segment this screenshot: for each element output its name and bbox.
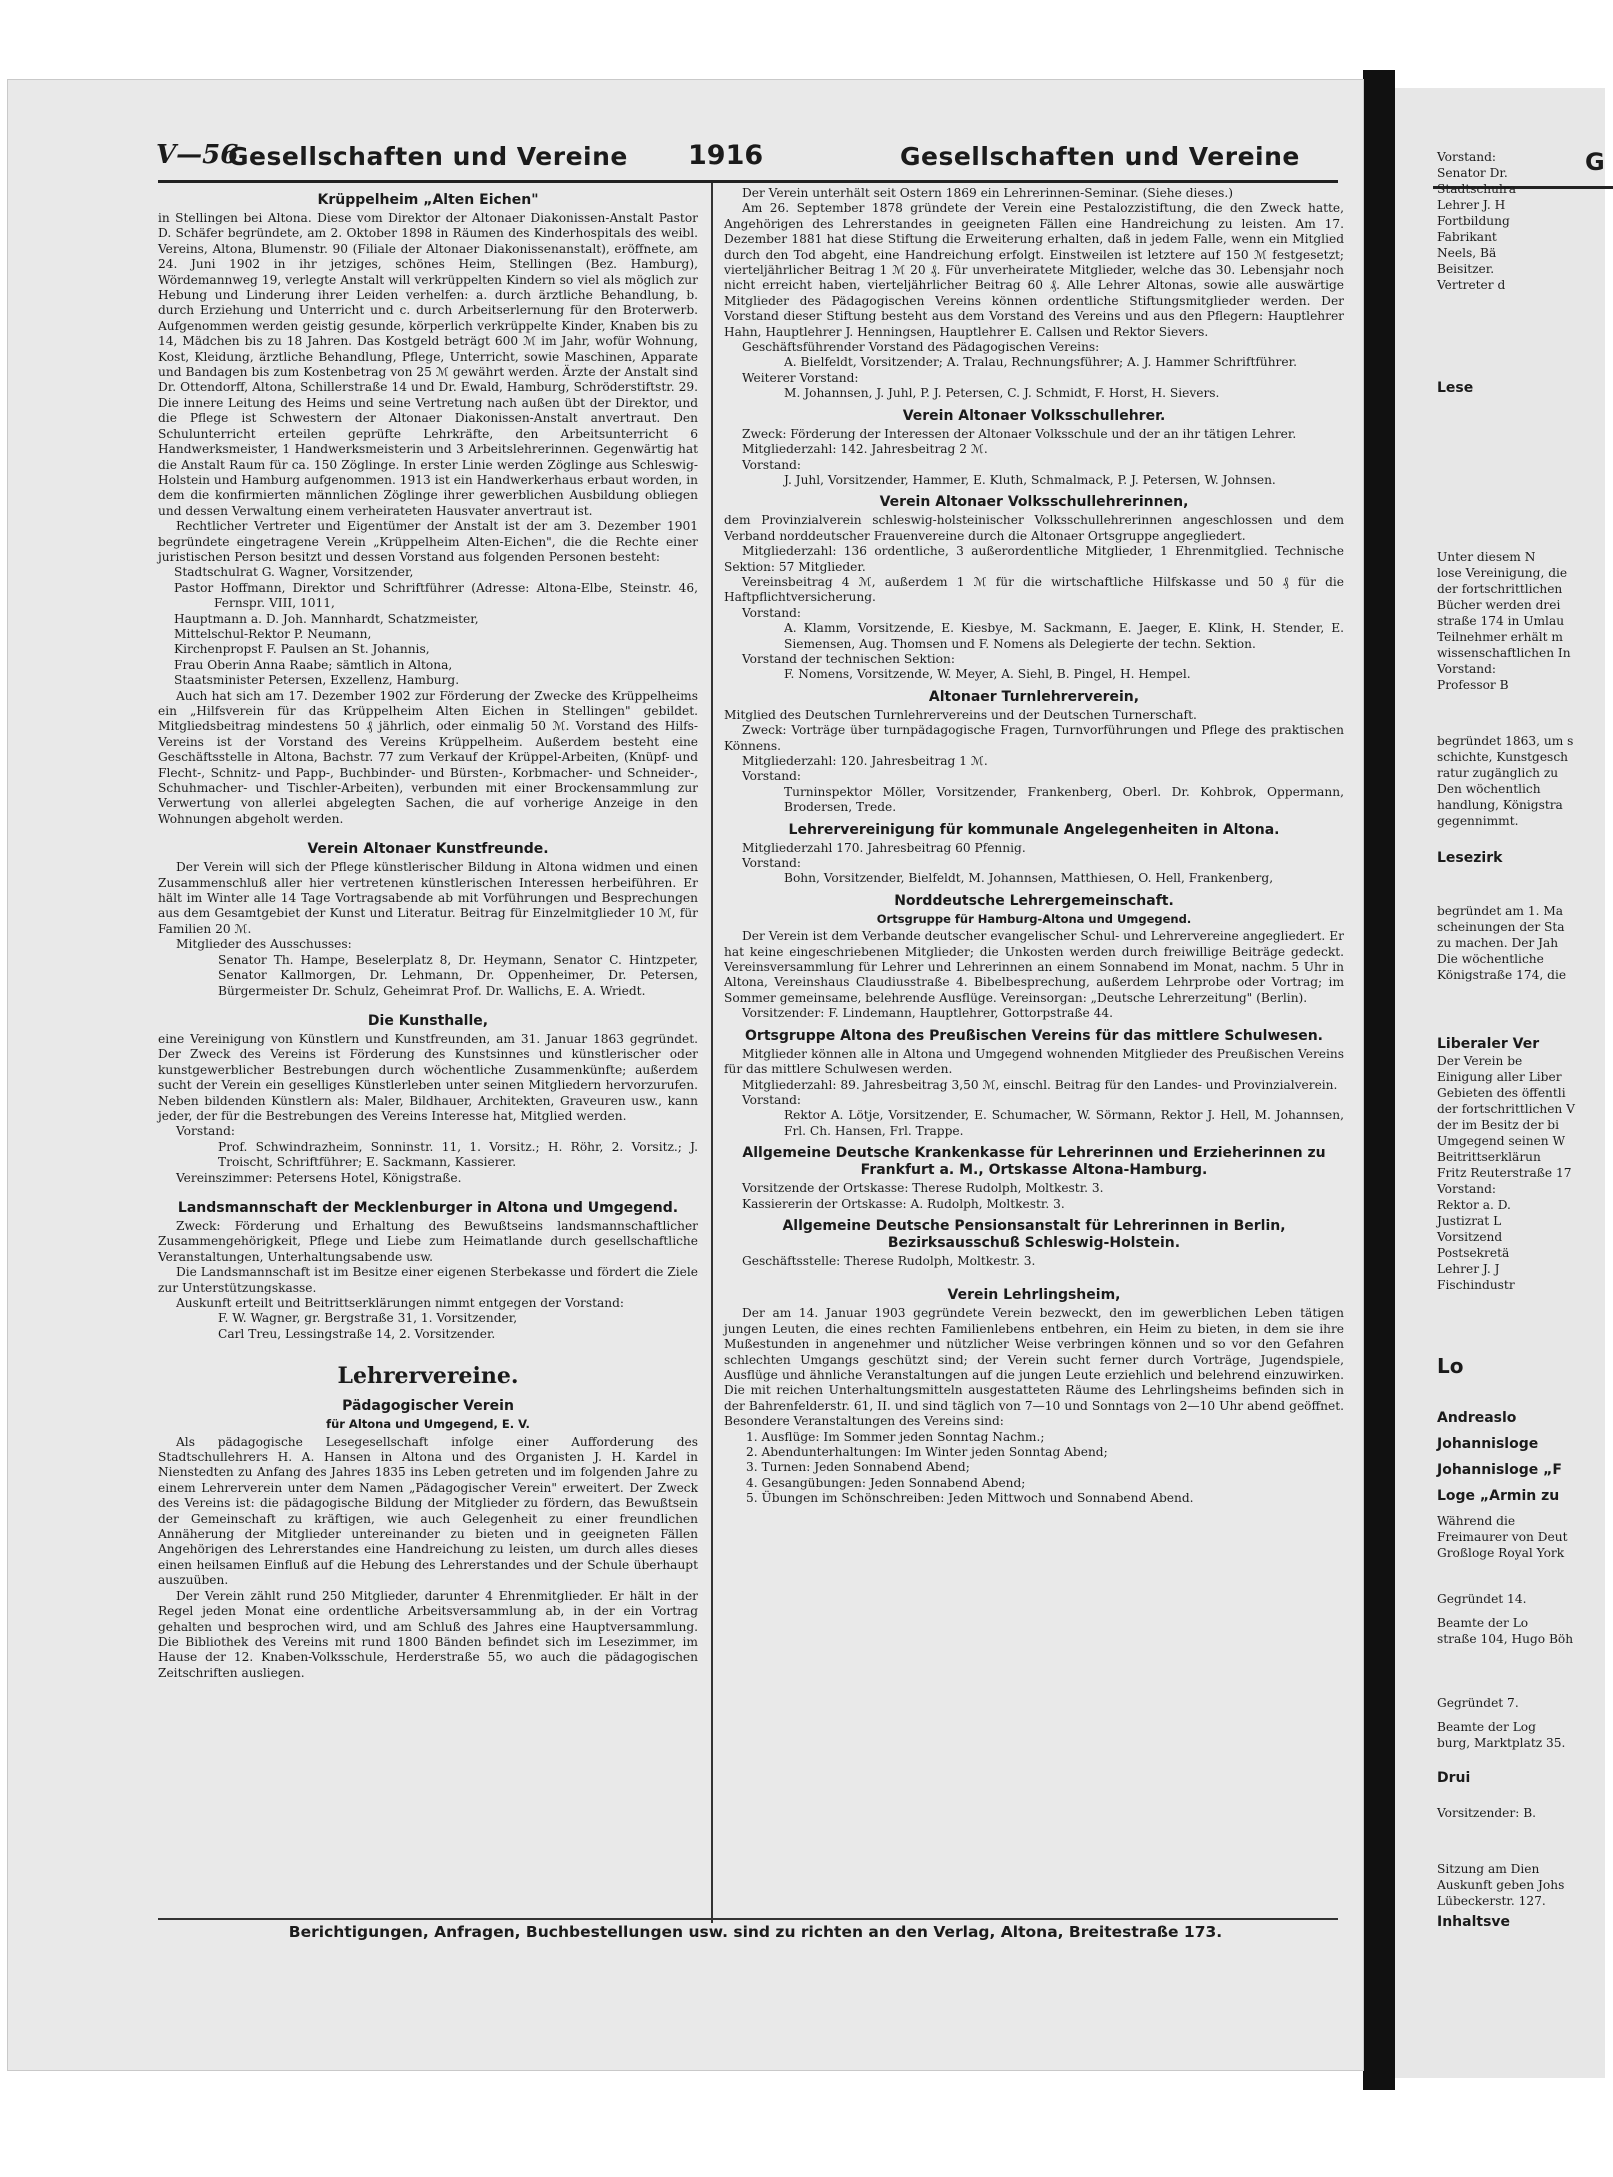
right-page-line: Beamte der Log xyxy=(1437,1720,1536,1734)
entry-text: Geschäftsstelle: Therese Rudolph, Moltkestr. 3. xyxy=(742,1253,1036,1268)
right-page-line: Sitzung am Dien xyxy=(1437,1862,1540,1876)
entry-text: Mitglieder können alle in Altona und Umgegend wohnenden Mitglieder des Preußischen Vereins für das mittlere Schulwesen werden. xyxy=(724,1046,1344,1077)
right-page-line: der fortschrittlichen xyxy=(1437,582,1563,596)
entry-text: M. Johannsen, J. Juhl, P. J. Petersen, C. J. Schmidt, F. Horst, H. Sievers. xyxy=(784,386,1220,401)
right-page-line: Königstraße 174, die xyxy=(1437,968,1567,982)
right-page-line: Bücher werden drei xyxy=(1437,598,1561,612)
right-page-line: Liberaler Ver xyxy=(1437,1036,1540,1052)
entry-title: Allgemeine Deutsche Pensionsanstalt für Lehrerinnen in Berlin, Bezirksausschuß Schleswig-Holstein. xyxy=(782,1217,1286,1251)
right-page-line: Professor B xyxy=(1437,678,1509,692)
right-page-line: der im Besitz der bi xyxy=(1437,1118,1559,1132)
right-page-line: Vertreter d xyxy=(1437,278,1506,292)
entry-title: Verein Altonaer Volksschullehrerinnen, xyxy=(879,494,1189,511)
entry-text: Vorstand: xyxy=(742,605,802,620)
right-page-line: Andreaslo xyxy=(1437,1410,1517,1426)
right-page-line: ratur zugänglich zu xyxy=(1437,766,1559,780)
right-page-line: Vorstand: xyxy=(1437,662,1497,676)
entry-title: Pädagogischer Verein xyxy=(342,1398,514,1415)
right-page-line: Vorstand: xyxy=(1437,150,1497,164)
right-page-line: Drui xyxy=(1437,1770,1471,1786)
entry-text: Geschäftsführender Vorstand des Pädagogischen Vereins: xyxy=(742,340,1100,355)
right-page-line: Vorstand: xyxy=(1437,1182,1497,1196)
header-year: 1916 xyxy=(688,140,764,171)
member-line: Pastor Hoffmann, Direktor und Schriftführer (Adresse: Altona-Elbe, Steinstr. 46, Fernspr. VIII, 1011, xyxy=(174,580,698,611)
entry-text: Vorstand: xyxy=(742,457,802,472)
right-page-line: Gegründet 7. xyxy=(1437,1696,1519,1710)
entry-text: Vorstand: xyxy=(742,1092,802,1107)
right-page-line: Fischindustr xyxy=(1437,1278,1515,1292)
list-item: 1. Ausflüge: Im Sommer jeden Sonntag Nachm.; xyxy=(746,1429,1045,1444)
right-page-line: begründet 1863, um s xyxy=(1437,734,1574,748)
right-page-line: Vorsitzender: B. xyxy=(1437,1806,1537,1820)
right-page-line: Johannisloge „F xyxy=(1437,1462,1562,1478)
right-page-line: scheinungen der Sta xyxy=(1437,920,1565,934)
entry-text: Turninspektor Möller, Vorsitzender, Frankenberg, Oberl. Dr. Kohbrok, Oppermann, Brodersen, Trede. xyxy=(784,784,1344,815)
entry-text: A. Bielfeldt, Vorsitzender; A. Tralau, Rechnungsführer; A. J. Hammer Schriftführer. xyxy=(784,355,1297,370)
entry-title: Verein Altonaer Volksschullehrer. xyxy=(902,407,1166,424)
right-page-line: Lehrer J. H xyxy=(1437,198,1506,212)
right-page-line: Lesezirk xyxy=(1437,850,1503,866)
right-page-line: wissenschaftlichen In xyxy=(1437,646,1571,660)
member-line: Staatsminister Petersen, Exzellenz, Hamburg. xyxy=(174,673,460,688)
right-page-line: Auskunft geben Johs xyxy=(1437,1878,1565,1892)
entry-title: Altonaer Turnlehrerverein, xyxy=(928,688,1140,705)
entry-title: Die Kunsthalle, xyxy=(367,1012,489,1029)
right-page-line: Lübeckerstr. 127. xyxy=(1437,1894,1546,1908)
entry-text: Mitglieder des Ausschusses: xyxy=(176,937,352,952)
entry-text: in Stellingen bei Altona. Diese vom Direktor der Altonaer Diakonissen-Anstalt Pastor D. Schäfer begründete, am 2. Oktober 1898 in Räumen des Kinderhospitals des weibl. Vereins, Altona, Blumenstr. 90 (Filiale der Altonaer Diakonissenanstalt), eröffnete, am 24. Juni 1902 in ihr jetziges, schönes Heim, Stellingen (Bez. Hamburg), Wördemannweg 19, verlegte Anstalt will verkrüppelten Kindern so viel als möglich zur Hebung und Linderung ihrer Leiden verhelfen: a. durch ärztliche Behandlung, b. durch Erziehung und Unterricht und c. durch Arbeitserlernung für den Broterwerb. Aufgenommen werden geistig gesunde, körperlich verkrüppelte Kinder, Knaben bis zu 14, Mädchen bis zu 18 Jahren. Das Kostgeld beträgt 600 ℳ im Jahr, wofür Wohnung, Kost, Kleidung, ärztliche Behandlung, Pflege, Unterricht, sowie Maschinen, Apparate und Bandagen bis zum Kostenbetrag von 25 ℳ gewährt werden. Ärzte der Anstalt sind Dr. Ottendorff, Altona, Schillerstraße 14 und Dr. Ewald, Hamburg, Schröderstiftstr. 29. Die innere Leitung des Heims und seine Vertretung nach außen übt der Direktor, und die Pflege ist Schwestern der Altonaer Diakonissen-Anstalt anvertraut. Den Schulunterricht erteilen geprüfte Lehrkräfte, den Arbeitsunterricht 6 Handwerksmeister, 1 Handwerksmeisterin und 3 Arbeitslehrerinnen. Gegenwärtig hat die Anstalt Raum für ca. 150 Zöglinge. In erster Linie werden Zöglinge aus Schleswig-Holstein und Hamburg aufgenommen. 1913 ist ein Handwerkerhaus erbaut worden, in dem die konfirmierten männlichen Zöglinge ihrer gewerblichen Ausbildung obliegen und dessen Verwaltung einem verheirateten Hausvater anvertraut ist. xyxy=(158,211,698,518)
right-page-line: Fritz Reuterstraße 17 xyxy=(1437,1166,1572,1180)
right-page-line: straße 174 in Umlau xyxy=(1437,614,1565,628)
entry-title: Allgemeine Deutsche Krankenkasse für Lehrerinnen und Erzieherinnen zu Frankfurt a. M., Ortskasse Altona-Hamburg. xyxy=(742,1145,1326,1179)
entry-text: Kassiererin der Ortskasse: A. Rudolph, Moltkestr. 3. xyxy=(742,1196,1065,1211)
right-page-line: handlung, Königstra xyxy=(1437,798,1563,812)
entry-text: Mitgliederzahl: 142. Jahresbeitrag 2 ℳ. xyxy=(742,442,988,457)
entry-text: Zweck: Vorträge über turnpädagogische Fragen, Turnvorführungen und Pflege des praktischen Könnens. xyxy=(724,723,1344,753)
member-line: Frau Oberin Anna Raabe; sämtlich in Altona, xyxy=(174,657,453,672)
entry-text: Der am 14. Januar 1903 gegründete Verein bezweckt, den im gewerblichen Leben tätigen jungen Leuten, die eines rechten Familienlebens entbehren, ein Heim zu bieten, in dem sie ihre Mußestunden in angenehmer und nützlicher Weise verbringen können und so vor den Gefahren schlechten Umgangs geschützt sind; der Verein sucht ferner durch Vorträge, Jugendspiele, Ausflüge und ähnliche Veranstaltungen auf die jungen Leute erziehlich und belehrend einzuwirken. Die mit reichen Unterhaltungsmitteln ausgestatteten Räume des Lehrlingsheims befinden sich in der Bahrenfelderstr. 61, II. und sind täglich von 7—10 und Sonntags von 2—10 Uhr abend geöffnet. Besondere Veranstaltungen des Vereins sind: xyxy=(724,1306,1344,1429)
list-item: 4. Gesangübungen: Jeden Sonnabend Abend; xyxy=(746,1475,1026,1490)
right-column xyxy=(724,186,1344,1507)
entry-text: Mitglied des Deutschen Turnlehrervereins und der Deutschen Turnerschaft. xyxy=(724,707,1197,722)
right-page-line: Postsekretä xyxy=(1437,1246,1510,1260)
entry-text: Der Verein unterhält seit Ostern 1869 ein Lehrerinnen-Seminar. (Siehe dieses.) xyxy=(742,186,1233,200)
entry-text: Mitgliederzahl: 120. Jahresbeitrag 1 ℳ. xyxy=(742,754,988,768)
entry-text: Prof. Schwindrazheim, Sonninstr. 11, 1. Vorsitz.; H. Röhr, 2. Vorsitz.; J. Troischt, Schriftführer; E. Sackmann, Kassierer. xyxy=(218,1139,698,1170)
right-page-line: schichte, Kunstgesch xyxy=(1437,750,1568,764)
entry-text: Der Verein will sich der Pflege künstlerischer Bildung in Altona widmen und einen Zusammenschluß aller hier vertretenen künstlerischen Interessen herbeiführen. Er hält im Winter alle 14 Tage Vortragsabende ab mit Vorführungen und Besprechungen aus dem Gesamtgebiet der Kunst und Literatur. Beitrag für Einzelmitglieder 10 ℳ, für Familien 20 ℳ. xyxy=(158,860,698,936)
entry-text: F. W. Wagner, gr. Bergstraße 31, 1. Vorsitzender, xyxy=(218,1311,518,1326)
list-item: 2. Abendunterhaltungen: Im Winter jeden Sonntag Abend; xyxy=(746,1445,1108,1459)
right-page-line: straße 104, Hugo Böh xyxy=(1437,1632,1574,1646)
entry-text: Vorsitzende der Ortskasse: Therese Rudolph, Moltkestr. 3. xyxy=(742,1181,1104,1196)
entry-text: Vorstand: xyxy=(176,1124,236,1139)
page-number: V—56 xyxy=(156,140,239,170)
right-page-fragment xyxy=(1395,88,1605,2078)
entry-text: eine Vereinigung von Künstlern und Kunstfreunden, am 31. Januar 1863 gegründet. Der Zweck des Vereins ist Förderung des Kunstsinnes und künstlerischer oder kunstgewerblicher Bestrebungen durch wöchentliche Zusammenkünfte; außerdem sucht der Verein ein geselliges Künstlerleben unter seinen Mitgliedern hervorzurufen. Neben bildenden Künstlern als: Maler, Bildhauer, Architekten, Graveuren usw., kann jeder, der für die Bestrebungen des Vereins Interesse hat, Mitglied werden. xyxy=(158,1031,698,1123)
entry-text: Zweck: Förderung der Interessen der Altonaer Volksschule und der an ihr tätigen Lehrer. xyxy=(742,426,1297,441)
entry-text: Vorstand: xyxy=(742,856,802,871)
right-page-line: Gegründet 14. xyxy=(1437,1592,1527,1606)
right-page-line: zu machen. Der Jah xyxy=(1437,936,1559,950)
right-page-line: Vorsitzend xyxy=(1437,1230,1503,1244)
entry-text: Mitgliederzahl: 89. Jahresbeitrag 3,50 ℳ, einschl. Beitrag für den Landes- und Provinzialverein. xyxy=(742,1077,1338,1092)
right-page-line: Inhaltsve xyxy=(1437,1914,1511,1930)
entry-subtitle: Ortsgruppe für Hamburg-Altona und Umgegend. xyxy=(876,911,1192,926)
right-page-line: begründet am 1. Ma xyxy=(1437,904,1564,918)
entry-text: Vorsitzender: F. Lindemann, Hauptlehrer, Gottorpstraße 44. xyxy=(742,1006,1113,1021)
right-page-line: Lese xyxy=(1437,380,1474,396)
right-page-line: Den wöchentlich xyxy=(1437,782,1541,796)
right-page-line: Der Verein be xyxy=(1437,1054,1523,1068)
entry-text: Mitgliederzahl 170. Jahresbeitrag 60 Pfennig. xyxy=(742,840,1026,855)
entry-text: Vorstand der technischen Sektion: xyxy=(742,651,955,666)
entry-text: Der Verein ist dem Verbande deutscher evangelischer Schul- und Lehrervereine angegliedert. Er hat keine eingeschriebenen Mitglieder; die Unkosten werden durch freiwillige Beiträge gedeckt. Vereinsversammlung für Lehrer und Lehrerinnen an einem Sonnabend im Monat, nachm. 5 Uhr in Altona, Vereinshaus Claudiusstraße 4. Bibelbesprechung, außerdem Lehrprobe oder Vortrag; im Sommer gemeinsame, belehrende Ausflüge. Vereinsorgan: „Deutsche Lehrerzeitung" (Berlin). xyxy=(724,929,1344,1005)
right-page-line: der fortschrittlichen V xyxy=(1437,1102,1575,1116)
right-page-line: Gebieten des öffentli xyxy=(1437,1086,1566,1100)
right-page-line: Rektor a. D. xyxy=(1437,1198,1511,1212)
entry-text: Zweck: Förderung und Erhaltung des Bewußtseins landsmannschaftlicher Zusammengehörigkeit, Pflege und Liebe zum Heimatlande durch gesellschaftliche Veranstaltungen, Unterhaltungsabende usw. xyxy=(158,1218,698,1264)
right-page-line: Teilnehmer erhält m xyxy=(1437,630,1563,644)
right-page-line: Die wöchentliche xyxy=(1437,952,1544,966)
list-item: 3. Turnen: Jeden Sonnabend Abend; xyxy=(746,1460,970,1475)
right-page-line: Unter diesem N xyxy=(1437,550,1536,564)
right-page-header: G xyxy=(1585,148,1605,176)
right-page-line: lose Vereinigung, die xyxy=(1437,566,1568,580)
entry-title: Landsmannschaft der Mecklenburger in Altona und Umgegend. xyxy=(177,1199,679,1216)
entry-title: Norddeutsche Lehrergemeinschaft. xyxy=(894,892,1174,909)
right-page-line: Loge „Armin zu xyxy=(1437,1488,1560,1504)
entry-text: Vorstand: xyxy=(742,769,802,784)
right-page-line: Neels, Bä xyxy=(1437,246,1497,260)
entry-title: Lehrervereinigung für kommunale Angelegenheiten in Altona. xyxy=(788,821,1280,838)
entry-text: dem Provinzialverein schleswig-holsteinischer Volksschullehrerinnen angeschlossen und dem Verband norddeutscher Frauenvereine durch die Altonaer Ortsgruppe angegliedert. xyxy=(724,513,1344,543)
entry-text: Bohn, Vorsitzender, Bielfeldt, M. Johannsen, Matthiesen, O. Hell, Frankenberg, xyxy=(784,871,1274,886)
list-item: 5. Übungen im Schönschreiben: Jeden Mittwoch und Sonnabend Abend. xyxy=(746,1491,1194,1506)
right-page-line: Fabrikant xyxy=(1437,230,1497,244)
right-page-line: Beisitzer. xyxy=(1437,262,1495,276)
entry-text: Weiterer Vorstand: xyxy=(742,370,859,385)
member-line: Mittelschul-Rektor P. Neumann, xyxy=(174,626,372,641)
header-rule xyxy=(158,180,1338,183)
right-page-line: Beitrittserklärun xyxy=(1437,1150,1541,1164)
right-page-line: Justizrat L xyxy=(1437,1214,1502,1228)
right-page-line: Johannisloge xyxy=(1437,1436,1539,1452)
entry-text: Mitgliederzahl: 136 ordentliche, 3 außerordentliche Mitglieder, 1 Ehrenmitglied. Technische Sektion: 57 Mitglieder. xyxy=(724,544,1344,574)
header-left-title: Gesellschaften und Vereine xyxy=(228,142,628,171)
member-line: Hauptmann a. D. Joh. Mannhardt, Schatzmeister, xyxy=(174,611,479,626)
entry-text: Carl Treu, Lessingstraße 14, 2. Vorsitzender. xyxy=(218,1326,496,1341)
entry-text: Die Landsmannschaft ist im Besitze einer eigenen Sterbekasse und fördert die Ziele zur Unterstützungskasse. xyxy=(158,1265,698,1295)
right-page-line: Einigung aller Liber xyxy=(1437,1070,1562,1084)
right-page-line: Fortbildung xyxy=(1437,214,1510,228)
left-column xyxy=(158,186,698,1681)
entry-text: Senator Th. Hampe, Beselerplatz 8, Dr. Heymann, Senator C. Hintzpeter, Senator Kallmorgen, Dr. Lehmann, Dr. Oppenheimer, Dr. Petersen, Bürgermeister Dr. Schulz, Geheimrat Prof. Dr. Wallichs, E. A. Wriedt. xyxy=(218,952,698,998)
right-page-line: Beamte der Lo xyxy=(1437,1616,1529,1630)
right-page-line: burg, Marktplatz 35. xyxy=(1437,1736,1566,1750)
entry-text: Vereinszimmer: Petersens Hotel, Königstraße. xyxy=(176,1170,462,1185)
right-page-line: Während die xyxy=(1437,1514,1516,1528)
entry-text: Als pädagogische Lesegesellschaft infolge einer Aufforderung des Stadtschullehrers H. A. Hansen in Altona und des Organisten J. H. Kardel in Nienstedten zu Anfang des Jahres 1835 ins Leben getreten und im folgenden Jahre zu einem Lehrerverein unter dem Namen „Pädagogischer Verein" erweitert. Der Zweck des Vereins ist: die pädagogische Bildung der Mitglieder zu fördern, das Bewußtsein der Gemeinschaft zu kräftigen, wie auch Gelegenheit zu einer freundlichen Annäherung der Mitglieder untereinander zu bieten und in geeigneten Fällen Angehörigen des Lehrerstandes eine Handreichung zu leisten, um durch alles dieses einen heilsamen Einfluß auf die Hebung des Lehrerstandes und der Schule überhaupt auszuüben. xyxy=(158,1434,698,1588)
left-page xyxy=(8,80,1363,2070)
member-line: Stadtschulrat G. Wagner, Vorsitzender, xyxy=(174,565,414,580)
footer-rule xyxy=(158,1918,1338,1920)
entry-title: Verein Altonaer Kunstfreunde. xyxy=(307,841,549,858)
right-page-line: Stadtschulra xyxy=(1437,182,1516,196)
header-right-title: Gesellschaften und Vereine xyxy=(900,142,1300,171)
page-footer: Berichtigungen, Anfragen, Buchbestellungen usw. sind zu richten an den Verlag, Altona, Breitestraße 173. xyxy=(288,1923,1223,1941)
entry-text: Der Verein zählt rund 250 Mitglieder, darunter 4 Ehrenmitglieder. Er hält in der Regel jeden Monat eine ordentliche Arbeitsversammlung ab, in der ein Vortrag gehalten und besprochen wird, und am Schluß des Jahres eine Hauptversammlung. Die Bibliothek des Vereins mit rund 1800 Bänden befindet sich im Lesezimmer, im Hause der 12. Knaben-Volksschule, Herderstraße 55, wo auch die pädagogischen Zeitschriften ausliegen. xyxy=(158,1588,698,1680)
entry-text: J. Juhl, Vorsitzender, Hammer, E. Kluth, Schmalmack, P. J. Petersen, W. Johnsen. xyxy=(784,472,1276,487)
entry-text: Auskunft erteilt und Beitrittserklärungen nimmt entgegen der Vorstand: xyxy=(176,1296,625,1310)
entry-text: Am 26. September 1878 gründete der Verein eine Pestalozzistiftung, die den Zweck hatte, Angehörigen des Lehrerstandes in geeigneten Fällen eine Handreichung zu leisten. Am 17. Dezember 1881 hat diese Stiftung die Erweiterung erhalten, daß in jedem Falle, wenn ein Mitglied durch den Tod abgeht, eine Handreichung erfolgt. Einstweilen ist letztere auf 150 ℳ festgesetzt; vierteljährlicher Beitrag 1 ℳ 20 ₰. Für unverheiratete Mitglieder, welche das 30. Lebensjahr noch nicht erreicht haben, vierteljährlicher Beitrag 60 ₰. Alle Lehrer Altonas, sowie alle auswärtige Mitglieder des Pädagogischen Vereins können ordentliche Stiftungsmitglieder werden. Der Vorstand dieser Stiftung besteht aus dem Vorstand des Vereins und aus den Pflegern: Hauptlehrer Hahn, Hauptlehrer J. Henningsen, Hauptlehrer E. Callsen und Rektor Sievers. xyxy=(724,201,1344,339)
member-line: Kirchenpropst F. Paulsen an St. Johannis, xyxy=(174,642,430,657)
entry-text: Rektor A. Lötje, Vorsitzender, E. Schumacher, W. Sörmann, Rektor J. Hell, M. Johannsen, Frl. Ch. Hansen, Frl. Trappe. xyxy=(784,1108,1344,1138)
entry-title: Krüppelheim „Alten Eichen" xyxy=(317,192,539,208)
page-gutter xyxy=(1363,70,1395,2090)
entry-text: F. Nomens, Vorsitzende, W. Meyer, A. Siehl, B. Pingel, H. Hempel. xyxy=(784,667,1191,682)
entry-text: Rechtlicher Vertreter und Eigentümer der Anstalt ist der am 3. Dezember 1901 begründete eingetragene Verein „Krüppelheim Alten-Eichen", die die Rechte einer juristischen Person besitzt und dessen Vorstand aus folgenden Personen besteht: xyxy=(158,519,698,564)
right-page-line: Großloge Royal York xyxy=(1437,1546,1565,1560)
entry-text: Auch hat sich am 17. Dezember 1902 zur Förderung der Zwecke des Krüppelheims ein „Hilfsverein für das Krüppelheim Alten Eichen in Stellingen" gebildet. Mitgliedsbeitrag mindestens 50 ₰ jährlich, oder einmalig 50 ℳ. Vorstand des Hilfs-Vereins ist der Vorstand des Vereins Krüppelheim. Außerdem besteht eine Geschäftsstelle in Altona, Bachstr. 77 zum Verkauf der Krüppel-Arbeiten, (Knüpf- und Flecht-, Schnitz- und Papp-, Buchbinder- und Bürsten-, Korbmacher- und Schneider-, Schuhmacher- und Tischler-Arbeiten), verbunden mit einer Brockensammlung zur Verwertung von allerlei abgelegten Sachen, die auf vorherige Anzeige in den Wohnungen abgeholt werden. xyxy=(158,688,698,826)
entry-title: Verein Lehrlingsheim, xyxy=(947,1287,1121,1304)
right-page-line: Lo xyxy=(1437,1354,1464,1378)
right-page-line: gegennimmt. xyxy=(1437,814,1519,828)
entry-text: Vereinsbeitrag 4 ℳ, außerdem 1 ℳ für die wirtschaftliche Hilfskasse und 50 ₰ für die Haftpflichtversicherung. xyxy=(724,574,1344,605)
right-page-line: Senator Dr. xyxy=(1437,166,1508,180)
column-divider xyxy=(711,183,713,1923)
right-page-line: Umgegend seinen W xyxy=(1437,1134,1566,1148)
right-page-line: Freimaurer von Deut xyxy=(1437,1530,1568,1544)
section-title: Lehrervereine. xyxy=(337,1363,519,1390)
entry-subtitle: für Altona und Umgegend, E. V. xyxy=(326,1417,530,1432)
entry-text: A. Klamm, Vorsitzende, E. Kiesbye, M. Sackmann, E. Jaeger, E. Klink, H. Stender, E. Siemensen, Aug. Thomsen und F. Nomens als Delegierte der techn. Sektion. xyxy=(784,621,1344,651)
right-page-line: Lehrer J. J xyxy=(1437,1262,1500,1276)
entry-title: Ortsgruppe Altona des Preußischen Vereins für das mittlere Schulwesen. xyxy=(745,1027,1323,1044)
